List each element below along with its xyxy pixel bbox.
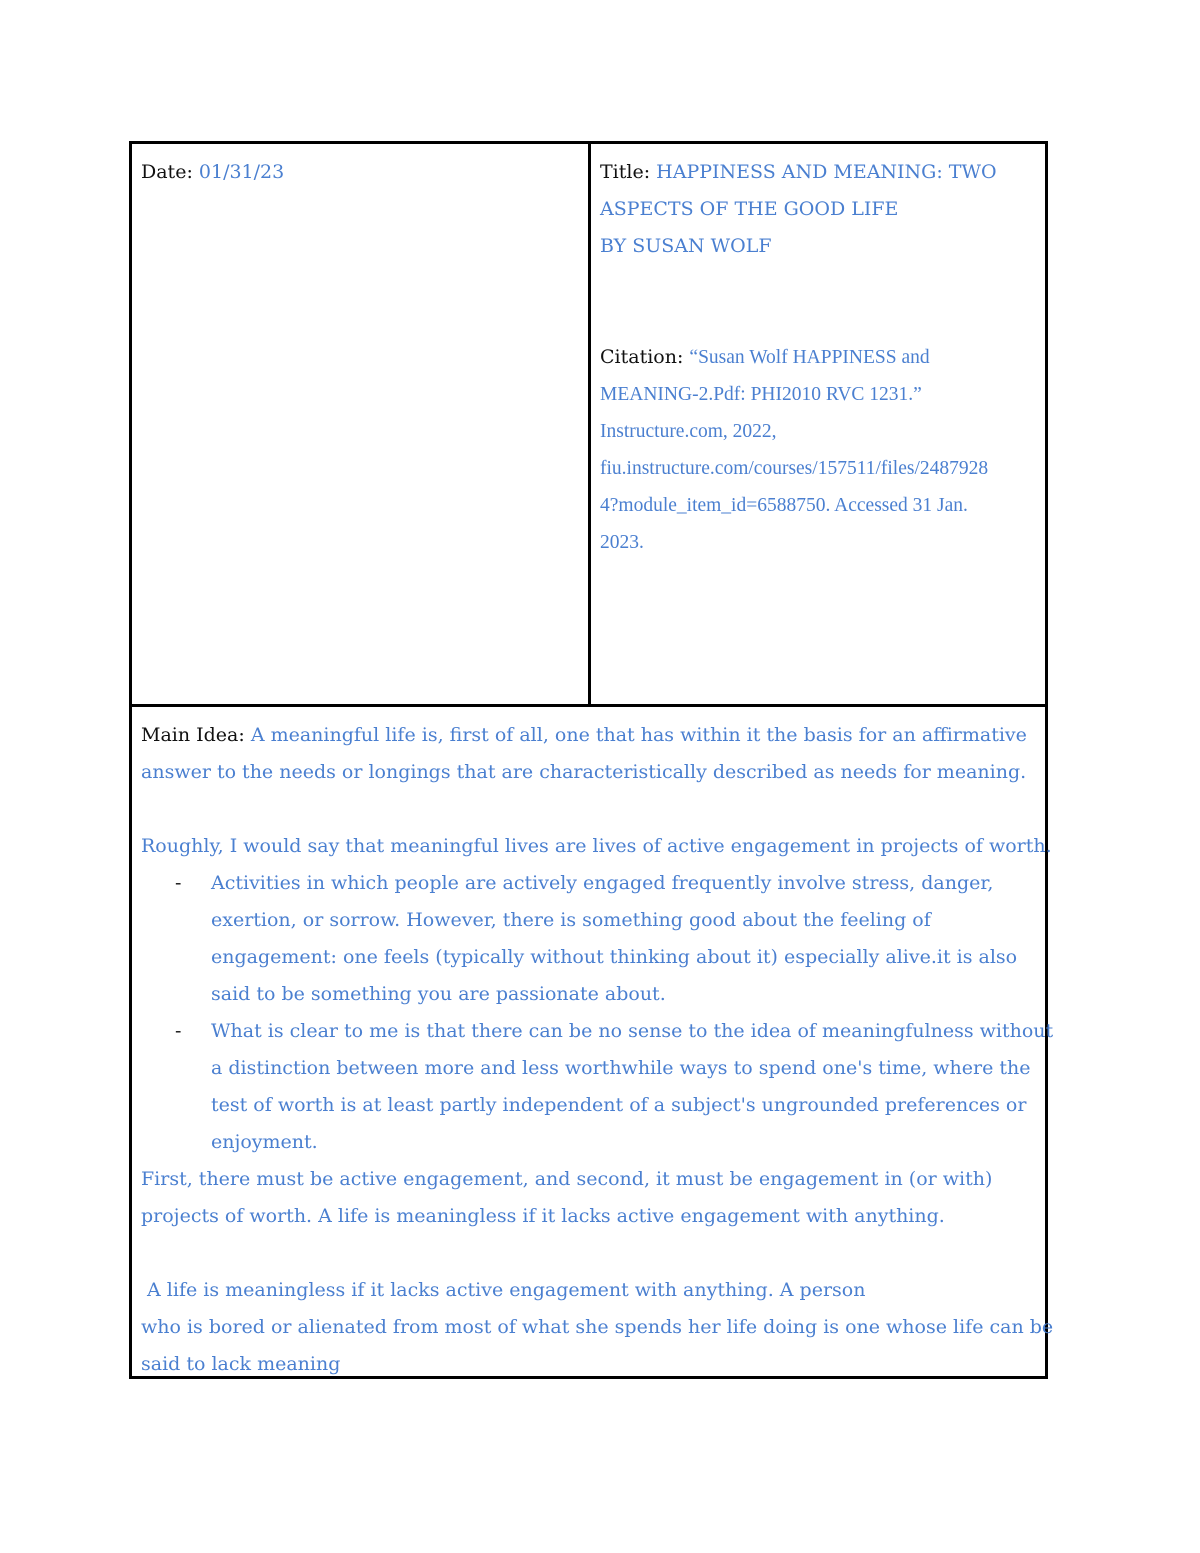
date-line <box>141 154 579 191</box>
spacer <box>600 265 1036 339</box>
main-idea-label: Main Idea: <box>141 724 245 746</box>
main-idea-line-2: answer to the needs or longings that are characteristically described as needs for meaning. <box>141 761 1027 783</box>
citation-label: Citation: <box>600 346 684 368</box>
closing-line-2: who is bored or alienated from most of what she spends her life doing is one whose life can be <box>141 1316 1054 1338</box>
first-there-line-1: First, there must be active engagement, and second, it must be engagement in (or with) <box>141 1168 993 1190</box>
main-idea-cell <box>132 707 1054 1376</box>
title-line-3: BY SUSAN WOLF <box>600 235 772 257</box>
bullet-item-1 <box>141 865 1036 1013</box>
spacer <box>141 1235 1036 1272</box>
citation-line-1 <box>600 339 1036 376</box>
title-text-1: HAPPINESS AND MEANING: TWO <box>656 161 997 183</box>
notes-table <box>129 141 1054 1379</box>
bullet-2-line-4: enjoyment. <box>211 1131 318 1153</box>
main-idea-text-1: A meaningful life is, first of all, one that has within it the basis for an affirmative <box>250 724 1027 746</box>
bullet-dash: - <box>175 872 182 894</box>
bullet-1-line-2: exertion, or sorrow. However, there is something good about the feeling of <box>211 909 931 931</box>
title-line-2: ASPECTS OF THE GOOD LIFE <box>600 198 899 220</box>
bullet-dash: - <box>175 1020 182 1042</box>
title-cell <box>591 144 1045 704</box>
spacer <box>141 791 1036 828</box>
bullet-1-line-1: Activities in which people are actively engaged frequently involve stress, danger, <box>211 872 994 894</box>
citation-line-3: Instructure.com, 2022, <box>600 421 777 442</box>
bullet-1-line-4: said to be something you are passionate about. <box>211 983 666 1005</box>
bullet-1-line-3: engagement: one feels (typically without thinking about it) especially alive.it is also <box>211 946 1018 968</box>
citation-text-1: “Susan Wolf HAPPINESS and <box>689 347 930 368</box>
title-line-1 <box>600 154 1036 191</box>
closing-line-1: A life is meaningless if it lacks active engagement with anything. A person <box>141 1279 866 1301</box>
main-idea-line-1 <box>141 717 1036 754</box>
citation-line-6: 2023. <box>600 532 644 553</box>
bullet-2-line-3: test of worth is at least partly independent of a subject's ungrounded preferences or <box>211 1094 1027 1116</box>
date-label: Date: <box>141 161 193 183</box>
header-row <box>132 144 1045 707</box>
bullet-item-2 <box>141 1013 1054 1161</box>
bullet-2-line-1: What is clear to me is that there can be no sense to the idea of meaningfulness without <box>211 1020 1054 1042</box>
date-value: 01/31/23 <box>198 161 285 183</box>
bullet-2-line-2: a distinction between more and less worthwhile ways to spend one's time, where the <box>211 1057 1031 1079</box>
title-label: Title: <box>600 161 651 183</box>
first-there-line-2: projects of worth. A life is meaningless if it lacks active engagement with anything. <box>141 1205 945 1227</box>
citation-line-4: fiu.instructure.com/courses/157511/files/2487928 <box>600 458 989 479</box>
closing-line-3: said to lack meaning <box>141 1353 341 1375</box>
date-cell <box>132 144 591 704</box>
citation-line-5: 4?module_item_id=6588750. Accessed 31 Jan. <box>600 495 968 516</box>
roughly-line: Roughly, I would say that meaningful lives are lives of active engagement in projects of worth. <box>141 835 1052 857</box>
citation-line-2: MEANING-2.Pdf: PHI2010 RVC 1231.” <box>600 384 922 405</box>
